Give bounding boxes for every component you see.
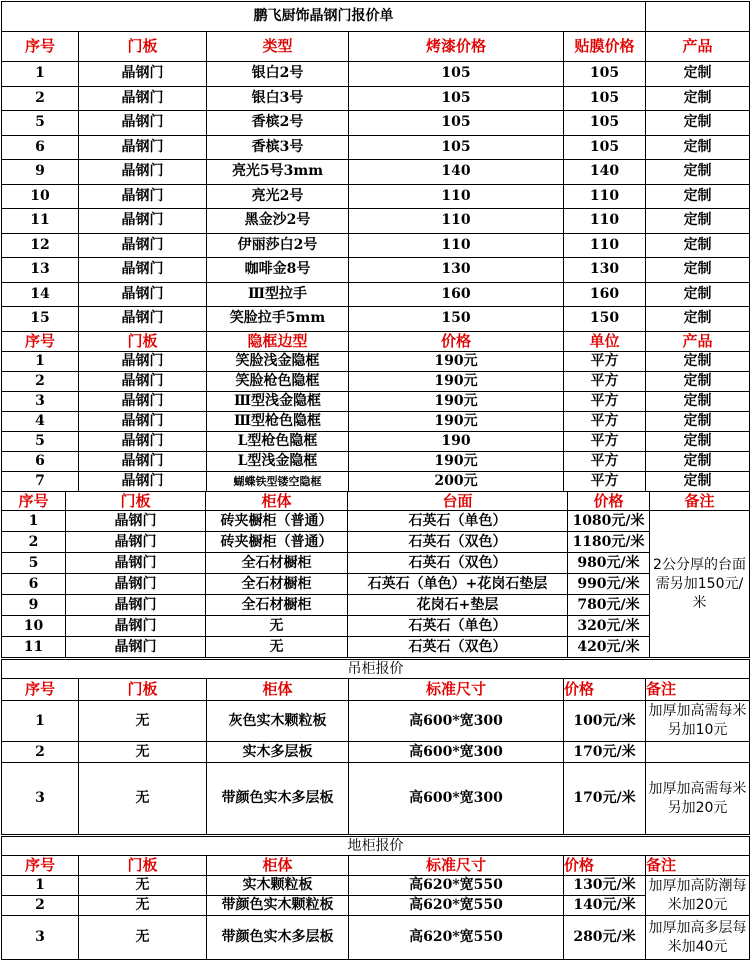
table-row — [2, 352, 750, 372]
header-cell: 序号 — [2, 492, 66, 511]
cell: 420元/米 — [568, 637, 650, 658]
cell: 9 — [2, 160, 79, 185]
cell: 10 — [2, 616, 66, 637]
table-row — [2, 432, 750, 452]
cell: 砖夹橱柜（普通） — [206, 511, 348, 532]
cell: 平方 — [564, 392, 646, 412]
cell: 晶钢门 — [79, 307, 207, 332]
header-cell: 价格 — [564, 679, 646, 701]
cell: 110 — [564, 209, 646, 234]
cell: 石英石（双色） — [348, 637, 568, 658]
wall-note-3: 加厚加高需每米另加20元 — [646, 763, 750, 835]
cell: 晶钢门 — [79, 209, 207, 234]
table-row — [2, 160, 750, 185]
cell: 晶钢门 — [66, 553, 206, 574]
cell: 2 — [2, 532, 66, 553]
header-cell: 标准尺寸 — [349, 856, 564, 876]
cell: 980元/米 — [568, 553, 650, 574]
header-cell: 门板 — [79, 856, 207, 876]
cell: 晶钢门 — [79, 412, 207, 432]
cell: 全石材橱柜 — [206, 553, 348, 574]
cell: 高620*宽550 — [349, 916, 564, 960]
header-cell: 门板 — [79, 679, 207, 701]
cell: 1 — [2, 876, 79, 896]
cabinet-price-table — [1, 491, 750, 658]
cell: 笑脸枪色隐框 — [207, 372, 349, 392]
frame-price-table — [1, 331, 750, 492]
header-cell: 柜体 — [207, 856, 349, 876]
cell: 1 — [2, 352, 79, 372]
cell: 160 — [349, 282, 564, 307]
wall-note-1: 加厚加高需每米另加10元 — [646, 701, 750, 742]
title-blank-cell — [646, 2, 750, 32]
header-cell: 门板 — [79, 32, 207, 62]
cell: 150 — [564, 307, 646, 332]
header-cell: 门板 — [66, 492, 206, 511]
cell: 晶钢门 — [66, 511, 206, 532]
cell: 高620*宽550 — [349, 876, 564, 896]
cell: 6 — [2, 135, 79, 160]
table-row — [2, 701, 750, 742]
cell: 2 — [2, 86, 79, 111]
table-row — [2, 637, 750, 658]
header-cell: 台面 — [348, 492, 568, 511]
cell: 银白3号 — [207, 86, 349, 111]
cell — [646, 742, 750, 763]
wall-section-title: 吊柜报价 — [2, 660, 750, 679]
cell: 110 — [349, 233, 564, 258]
cell: 带颜色实木多层板 — [207, 916, 349, 960]
header-cell: 序号 — [2, 332, 79, 352]
cell: 晶钢门 — [66, 616, 206, 637]
cell: 定制 — [646, 258, 750, 283]
cell: 2 — [2, 742, 79, 763]
cell: 笑脸拉手5mm — [207, 307, 349, 332]
cell: 130 — [349, 258, 564, 283]
base-section-title: 地柜报价 — [2, 837, 750, 856]
cell: 100元/米 — [564, 701, 646, 742]
cell: 笑脸浅金隐框 — [207, 352, 349, 372]
cell: 12 — [2, 233, 79, 258]
cell: 带颜色实木多层板 — [207, 763, 349, 835]
cell: 3 — [2, 916, 79, 960]
cell: 定制 — [646, 184, 750, 209]
cell: 晶钢门 — [66, 595, 206, 616]
cell: 5 — [2, 432, 79, 452]
cell: Ⅲ型枪色隐框 — [207, 412, 349, 432]
cell: 高620*宽550 — [349, 896, 564, 916]
cell: 190元 — [349, 352, 564, 372]
header-cell: 序号 — [2, 679, 79, 701]
page-title: 鹏飞厨饰晶钢门报价单 — [2, 2, 646, 32]
cell: 晶钢门 — [79, 184, 207, 209]
cell: 105 — [349, 111, 564, 136]
cell: 105 — [349, 86, 564, 111]
cell: 香槟2号 — [207, 111, 349, 136]
cell: 晶钢门 — [79, 282, 207, 307]
cell: 4 — [2, 412, 79, 432]
table-row — [2, 209, 750, 234]
cell: 140 — [349, 160, 564, 185]
table-row — [2, 742, 750, 763]
door-header-row — [2, 32, 750, 62]
cell: 定制 — [646, 392, 750, 412]
cell: 110 — [349, 209, 564, 234]
countertop-note: 2公分厚的台面需另加150元/米 — [650, 511, 750, 658]
cell: 定制 — [646, 412, 750, 432]
base-note-a: 加厚加高防潮每米加20元 — [646, 876, 750, 916]
header-cell: 序号 — [2, 856, 79, 876]
cell: 990元/米 — [568, 574, 650, 595]
cell: 定制 — [646, 86, 750, 111]
cell: 亮光2号 — [207, 184, 349, 209]
cell: 蝴蝶铁型镂空隐框 — [207, 472, 349, 492]
cell: 平方 — [564, 352, 646, 372]
cell: 110 — [564, 233, 646, 258]
cell: 105 — [564, 111, 646, 136]
door-price-table — [1, 1, 750, 332]
wall-header-row — [2, 679, 750, 701]
cell: 石英石（双色） — [348, 532, 568, 553]
cell: 晶钢门 — [79, 472, 207, 492]
table-row — [2, 574, 750, 595]
cell: 5 — [2, 553, 66, 574]
cell: 9 — [2, 595, 66, 616]
cell: 晶钢门 — [79, 352, 207, 372]
cell: 晶钢门 — [79, 392, 207, 412]
cell: Ⅲ型拉手 — [207, 282, 349, 307]
cell: 定制 — [646, 135, 750, 160]
cell: 320元/米 — [568, 616, 650, 637]
cell: 140元/米 — [564, 896, 646, 916]
cell: 无 — [79, 742, 207, 763]
table-row — [2, 553, 750, 574]
cell: 晶钢门 — [79, 372, 207, 392]
cell: 花岗石+垫层 — [348, 595, 568, 616]
cabinet-rows — [2, 511, 750, 658]
frame-rows — [2, 352, 750, 492]
cell: 10 — [2, 184, 79, 209]
table-row — [2, 258, 750, 283]
wall-cabinet-table — [1, 659, 750, 835]
frame-header-row — [2, 332, 750, 352]
cell: 晶钢门 — [79, 258, 207, 283]
table-row — [2, 62, 750, 87]
cell: 1 — [2, 511, 66, 532]
cell: 晶钢门 — [66, 532, 206, 553]
base-header-row — [2, 856, 750, 876]
cell: 高600*宽300 — [349, 701, 564, 742]
cell: 定制 — [646, 307, 750, 332]
cell: 190元 — [349, 392, 564, 412]
cell: 105 — [564, 62, 646, 87]
header-cell: 贴膜价格 — [564, 32, 646, 62]
cell: 晶钢门 — [66, 574, 206, 595]
cell: 定制 — [646, 452, 750, 472]
table-row — [2, 916, 750, 960]
table-row — [2, 511, 750, 532]
cell: 15 — [2, 307, 79, 332]
cell: 190 — [349, 432, 564, 452]
header-cell: 门板 — [79, 332, 207, 352]
cell: 105 — [349, 62, 564, 87]
cell: 定制 — [646, 432, 750, 452]
header-cell: 类型 — [207, 32, 349, 62]
header-cell: 产品 — [646, 332, 750, 352]
cell: 14 — [2, 282, 79, 307]
cell: 190元 — [349, 452, 564, 472]
cell: 平方 — [564, 412, 646, 432]
cell: 银白2号 — [207, 62, 349, 87]
cell: 石英石（双色） — [348, 553, 568, 574]
header-cell: 价格 — [568, 492, 650, 511]
cell: 1180元/米 — [568, 532, 650, 553]
cell: 晶钢门 — [66, 637, 206, 658]
header-cell: 单位 — [564, 332, 646, 352]
cell: 无 — [79, 916, 207, 960]
cell: 1 — [2, 62, 79, 87]
cell: 定制 — [646, 352, 750, 372]
cell: 160 — [564, 282, 646, 307]
cell: 6 — [2, 574, 66, 595]
table-row — [2, 135, 750, 160]
cell: 实木颗粒板 — [207, 876, 349, 896]
cell: 平方 — [564, 472, 646, 492]
header-cell: 柜体 — [207, 679, 349, 701]
cell: 170元/米 — [564, 763, 646, 835]
cell: 实木多层板 — [207, 742, 349, 763]
cell: 定制 — [646, 62, 750, 87]
base-cabinet-table — [1, 836, 750, 960]
cell: 石英石（单色）+花岗石垫层 — [348, 574, 568, 595]
table-row — [2, 616, 750, 637]
cell: 5 — [2, 111, 79, 136]
cell: 黑金沙2号 — [207, 209, 349, 234]
cell: Ⅲ型浅金隐框 — [207, 392, 349, 412]
cell: 190元 — [349, 372, 564, 392]
cell: 1080元/米 — [568, 511, 650, 532]
cell: 定制 — [646, 160, 750, 185]
cell: 晶钢门 — [79, 432, 207, 452]
table-row — [2, 896, 750, 916]
cell: 无 — [79, 876, 207, 896]
cell: 150 — [349, 307, 564, 332]
cell: 无 — [206, 616, 348, 637]
cell: 定制 — [646, 282, 750, 307]
cell: 平方 — [564, 452, 646, 472]
table-row — [2, 307, 750, 332]
cell: 亮光5号3mm — [207, 160, 349, 185]
table-row — [2, 282, 750, 307]
cell: 晶钢门 — [79, 233, 207, 258]
cell: 晶钢门 — [79, 62, 207, 87]
cell: 香槟3号 — [207, 135, 349, 160]
cell: 11 — [2, 209, 79, 234]
cell: 7 — [2, 472, 79, 492]
header-cell: 备注 — [650, 492, 750, 511]
cell: 定制 — [646, 111, 750, 136]
cell: L型枪色隐框 — [207, 432, 349, 452]
header-cell: 柜体 — [206, 492, 348, 511]
header-cell: 产品 — [646, 32, 750, 62]
cell: L型浅金隐框 — [207, 452, 349, 472]
header-cell: 标准尺寸 — [349, 679, 564, 701]
cell: 280元/米 — [564, 916, 646, 960]
cell: 定制 — [646, 472, 750, 492]
cell: 无 — [79, 896, 207, 916]
cell: 平方 — [564, 372, 646, 392]
cell: 石英石（单色） — [348, 616, 568, 637]
base-note-b: 加厚加高多层每米加40元 — [646, 916, 750, 960]
table-row — [2, 876, 750, 896]
table-row — [2, 412, 750, 432]
cell: 6 — [2, 452, 79, 472]
cell: 定制 — [646, 233, 750, 258]
cell: 全石材橱柜 — [206, 574, 348, 595]
cell: 190元 — [349, 412, 564, 432]
cell: 11 — [2, 637, 66, 658]
table-row — [2, 392, 750, 412]
cell: 1 — [2, 701, 79, 742]
cell: 110 — [349, 184, 564, 209]
header-cell: 备注 — [646, 856, 750, 876]
table-row — [2, 763, 750, 835]
table-row — [2, 372, 750, 392]
cell: 平方 — [564, 432, 646, 452]
cell: 晶钢门 — [79, 160, 207, 185]
cell: 105 — [564, 86, 646, 111]
cell: 170元/米 — [564, 742, 646, 763]
cell: 3 — [2, 392, 79, 412]
cell: 无 — [206, 637, 348, 658]
cell: 无 — [79, 701, 207, 742]
table-row — [2, 111, 750, 136]
door-rows — [2, 62, 750, 332]
cell: 灰色实木颗粒板 — [207, 701, 349, 742]
cell: 2 — [2, 896, 79, 916]
cell: 110 — [564, 184, 646, 209]
cell: 105 — [349, 135, 564, 160]
header-cell: 价格 — [349, 332, 564, 352]
cell: 高600*宽300 — [349, 742, 564, 763]
cell: 咖啡金8号 — [207, 258, 349, 283]
table-row — [2, 184, 750, 209]
cell: 130 — [564, 258, 646, 283]
cell: 带颜色实木颗粒板 — [207, 896, 349, 916]
header-cell: 备注 — [646, 679, 750, 701]
cell: 130元/米 — [564, 876, 646, 896]
table-row — [2, 595, 750, 616]
table-row — [2, 86, 750, 111]
table-row — [2, 532, 750, 553]
cell: 2 — [2, 372, 79, 392]
cell: 105 — [564, 135, 646, 160]
table-row — [2, 452, 750, 472]
cell: 砖夹橱柜（普通） — [206, 532, 348, 553]
cabinet-header-row — [2, 492, 750, 511]
cell: 全石材橱柜 — [206, 595, 348, 616]
header-cell: 烤漆价格 — [349, 32, 564, 62]
header-cell: 隐框边型 — [207, 332, 349, 352]
cell: 13 — [2, 258, 79, 283]
cell: 晶钢门 — [79, 135, 207, 160]
cell: 石英石（单色） — [348, 511, 568, 532]
cell: 140 — [564, 160, 646, 185]
cell: 晶钢门 — [79, 452, 207, 472]
cell: 晶钢门 — [79, 86, 207, 111]
cell: 高600*宽300 — [349, 763, 564, 835]
cell: 伊丽莎白2号 — [207, 233, 349, 258]
cell: 定制 — [646, 209, 750, 234]
header-cell: 价格 — [564, 856, 646, 876]
table-row — [2, 233, 750, 258]
cell: 200元 — [349, 472, 564, 492]
header-cell: 序号 — [2, 32, 79, 62]
cell: 无 — [79, 763, 207, 835]
cell: 定制 — [646, 372, 750, 392]
table-row — [2, 472, 750, 492]
cell: 晶钢门 — [79, 111, 207, 136]
cell: 780元/米 — [568, 595, 650, 616]
cell: 3 — [2, 763, 79, 835]
